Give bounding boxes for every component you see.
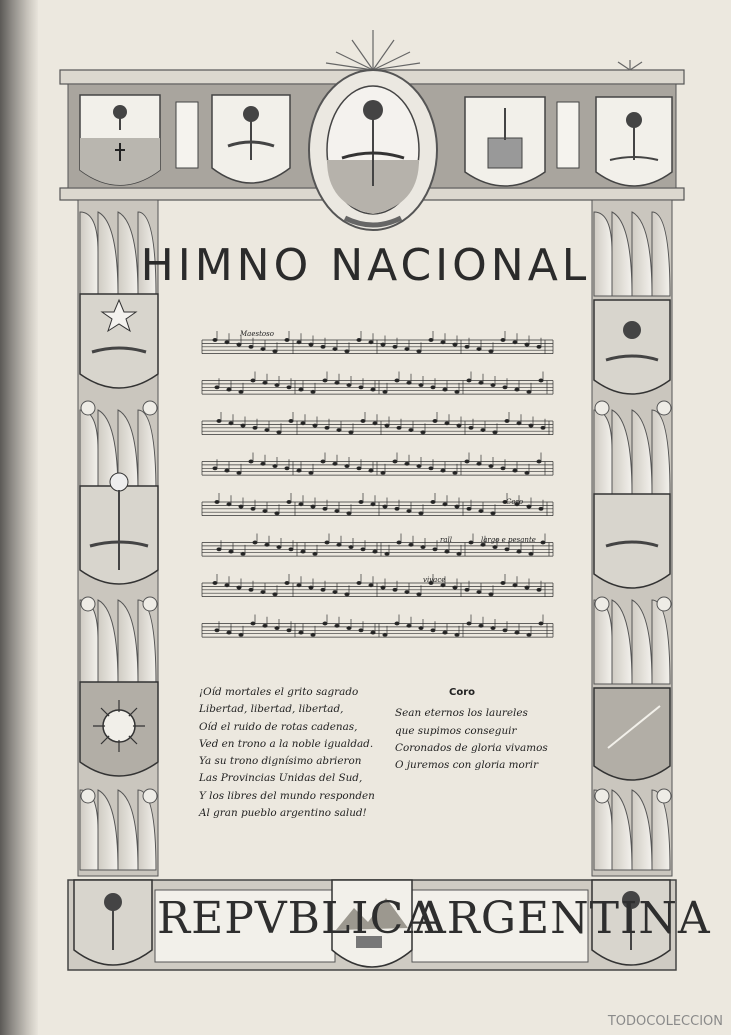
note-head [249,460,253,463]
note-head [541,426,545,429]
note-head [241,424,245,427]
note-head [299,388,303,391]
note-head [239,505,243,508]
note-head [213,581,217,584]
note-head [539,379,543,382]
note-head [357,467,361,470]
chorus-text [395,684,548,774]
note-head [537,588,541,591]
note-head [227,631,231,634]
note-head [529,424,533,427]
note-head [515,631,519,634]
note-head [501,467,505,470]
note-head [349,545,353,548]
note-head [311,390,315,393]
note-head [395,379,399,382]
note-head [299,503,303,506]
central-coat-of-arms [309,70,437,230]
note-head [505,548,509,551]
note-head [525,343,529,346]
note-head [213,338,217,341]
note-head [421,431,425,434]
note-head [337,428,341,431]
note-head [513,584,517,587]
note-head [431,500,435,503]
note-head [383,390,387,393]
watermark: TODOCOLECCION [607,1014,723,1029]
note-head [335,509,339,512]
note-head [477,347,481,350]
note-head [277,545,281,548]
note-head [347,512,351,515]
note-head [237,586,241,589]
note-head [443,631,447,634]
note-head [369,341,373,344]
note-head [381,471,385,474]
note-head [491,383,495,386]
note-head [417,350,421,353]
note-head [251,507,255,510]
chorus-line: que supimos conseguir [395,724,517,737]
note-head [405,590,409,593]
note-head [405,462,409,465]
chorus-line: Coronados de gloria vivamos [395,741,548,754]
page-title: HIMNO NACIONAL [140,240,591,291]
note-head [253,541,257,544]
note-head [301,422,305,425]
chorus-heading: Coro [448,687,475,698]
note-head [229,550,233,553]
note-head [229,422,233,425]
note-head [321,588,325,591]
note-head [287,500,291,503]
vivace-marking: vivace [423,576,446,584]
note-head [361,419,365,422]
frame-panel [176,102,198,168]
note-head [455,633,459,636]
note-head [441,341,445,344]
banner-word-right: ARGENTINA [414,893,711,944]
note-head [217,419,221,422]
note-head [501,338,505,341]
note-head [381,586,385,589]
note-head [359,500,363,503]
note-head [479,624,483,627]
note-head [393,345,397,348]
note-head [369,584,373,587]
note-head [503,629,507,632]
note-head [359,386,363,389]
note-head [383,633,387,636]
note-head [513,469,517,472]
note-head [371,503,375,506]
note-head [225,469,229,472]
note-head [491,512,495,515]
note-head [337,543,341,546]
note-head [217,548,221,551]
note-head [251,622,255,625]
note-head [455,505,459,508]
note-head [371,388,375,391]
note-head [227,388,231,391]
verse-line: Ved en trono a la noble igualdad. [199,737,374,750]
note-head [443,388,447,391]
note-head [527,505,531,508]
note-head [489,350,493,353]
note-head [311,633,315,636]
note-head [465,345,469,348]
note-head [539,622,543,625]
note-head [309,343,313,346]
verse-line: Libertad, libertad, libertad, [199,703,344,716]
chorus-line: Sean eternos los laureles [395,707,528,720]
note-head [357,581,361,584]
verse-line: Y los libres del mundo responden [199,789,375,802]
note-head [241,552,245,555]
note-head [277,431,281,434]
note-head [429,338,433,341]
note-head [527,633,531,636]
note-head [395,507,399,510]
note-head [397,541,401,544]
note-head [469,541,473,544]
note-head [455,390,459,393]
note-head [361,548,365,551]
note-head [225,584,229,587]
note-head [227,503,231,506]
tempo-marking: Maestoso [240,330,274,338]
note-head [311,505,315,508]
note-head [465,460,469,463]
note-head [263,381,267,384]
note-head [285,467,289,470]
verse-line: Oíd el ruido de rotas cadenas, [199,720,358,733]
verse-line: Al gran pueblo argentino salud! [199,807,367,820]
note-head [467,507,471,510]
note-head [515,388,519,391]
note-head [325,541,329,544]
banner-word-left: REPVBLICA [157,893,438,944]
note-head [323,379,327,382]
note-head [431,629,435,632]
note-head [517,550,521,553]
note-head [395,622,399,625]
note-head [457,552,461,555]
note-head [265,428,269,431]
note-head [467,622,471,625]
note-head [333,590,337,593]
note-head [405,347,409,350]
note-head [215,629,219,632]
note-head [215,386,219,389]
note-head [345,593,349,596]
shield-top-4 [596,97,672,186]
note-head [287,629,291,632]
note-head [381,343,385,346]
right-column [592,200,672,876]
note-head [237,343,241,346]
note-head [527,390,531,393]
note-head [345,464,349,467]
note-head [359,629,363,632]
note-head [467,379,471,382]
note-head [441,584,445,587]
note-head [443,503,447,506]
note-head [225,341,229,344]
note-head [383,505,387,508]
note-head [529,552,533,555]
note-head [417,593,421,596]
note-head [265,543,269,546]
note-head [251,379,255,382]
note-head [393,460,397,463]
note-head [261,590,265,593]
note-head [289,419,293,422]
note-head [445,422,449,425]
verse-line: Ya su trono dignísimo abrieron [199,755,362,768]
shield-top-1 [80,95,160,185]
note-head [465,588,469,591]
note-head [249,588,253,591]
note-head [409,543,413,546]
rall-marking: rall [440,536,452,544]
chorus-line: O juremos con gloria morir [395,759,539,772]
verse-text [199,684,375,822]
note-head [477,590,481,593]
note-head [409,428,413,431]
note-head [261,347,265,350]
note-head [429,467,433,470]
note-head [457,424,461,427]
note-head [501,581,505,584]
verse-line: ¡Oíd mortales el grito sagrado [199,686,359,698]
note-head [373,550,377,553]
note-head [517,422,521,425]
note-head [239,633,243,636]
note-head [441,469,445,472]
note-head [453,471,457,474]
note-head [321,345,325,348]
note-head [263,509,267,512]
note-head [385,424,389,427]
note-head [297,341,301,344]
note-head [453,586,457,589]
note-head [419,626,423,629]
note-head [261,462,265,465]
note-head [373,422,377,425]
note-head [433,548,437,551]
note-head [407,624,411,627]
note-head [397,426,401,429]
note-head [287,386,291,389]
note-head [489,464,493,467]
note-head [357,338,361,341]
note-head [215,500,219,503]
verse-line: Las Provincias Unidas del Sud, [199,772,363,785]
music-score [202,331,553,637]
note-head [239,390,243,393]
shield-top-2 [212,95,290,183]
note-head [489,593,493,596]
note-head [323,507,327,510]
note-head [469,426,473,429]
note-head [347,626,351,629]
note-head [333,462,337,465]
note-head [407,381,411,384]
note-head [309,586,313,589]
note-head [513,341,517,344]
note-head [493,431,497,434]
note-head [273,593,277,596]
note-head [273,464,277,467]
note-head [213,467,217,470]
largo-marking: largo e pesante [481,536,536,544]
section-marking: Coro [506,498,524,506]
left-column [78,200,158,876]
note-head [313,424,317,427]
note-head [493,545,497,548]
note-head [297,469,301,472]
note-head [349,431,353,434]
note-head [539,507,543,510]
note-head [299,631,303,634]
note-head [285,338,289,341]
note-head [431,386,435,389]
note-head [335,624,339,627]
note-head [309,471,313,474]
frame-panel [557,102,579,168]
note-head [275,383,279,386]
note-head [335,381,339,384]
note-head [481,428,485,431]
note-head [537,345,541,348]
note-head [385,552,389,555]
note-head [445,550,449,553]
note-head [333,347,337,350]
note-head [491,626,495,629]
note-head [479,381,483,384]
note-head [275,512,279,515]
note-head [477,462,481,465]
note-head [407,509,411,512]
note-head [419,383,423,386]
note-head [525,586,529,589]
note-head [313,552,317,555]
note-head [371,631,375,634]
note-head [537,460,541,463]
note-head [369,469,373,472]
note-head [541,541,545,544]
note-head [263,624,267,627]
note-head [417,464,421,467]
note-head [345,350,349,353]
note-head [297,584,301,587]
note-head [419,512,423,515]
note-head [453,343,457,346]
note-head [347,383,351,386]
shield-top-3 [465,97,545,186]
note-head [275,626,279,629]
note-head [505,419,509,422]
note-head [503,386,507,389]
note-head [289,548,293,551]
note-head [249,345,253,348]
note-head [393,588,397,591]
note-head [479,509,483,512]
note-head [301,550,305,553]
note-head [433,419,437,422]
note-head [285,581,289,584]
note-head [525,471,529,474]
note-head [325,426,329,429]
note-head [323,622,327,625]
note-head [237,471,241,474]
note-head [253,426,257,429]
note-head [421,545,425,548]
note-head [273,350,277,353]
note-head [321,460,325,463]
